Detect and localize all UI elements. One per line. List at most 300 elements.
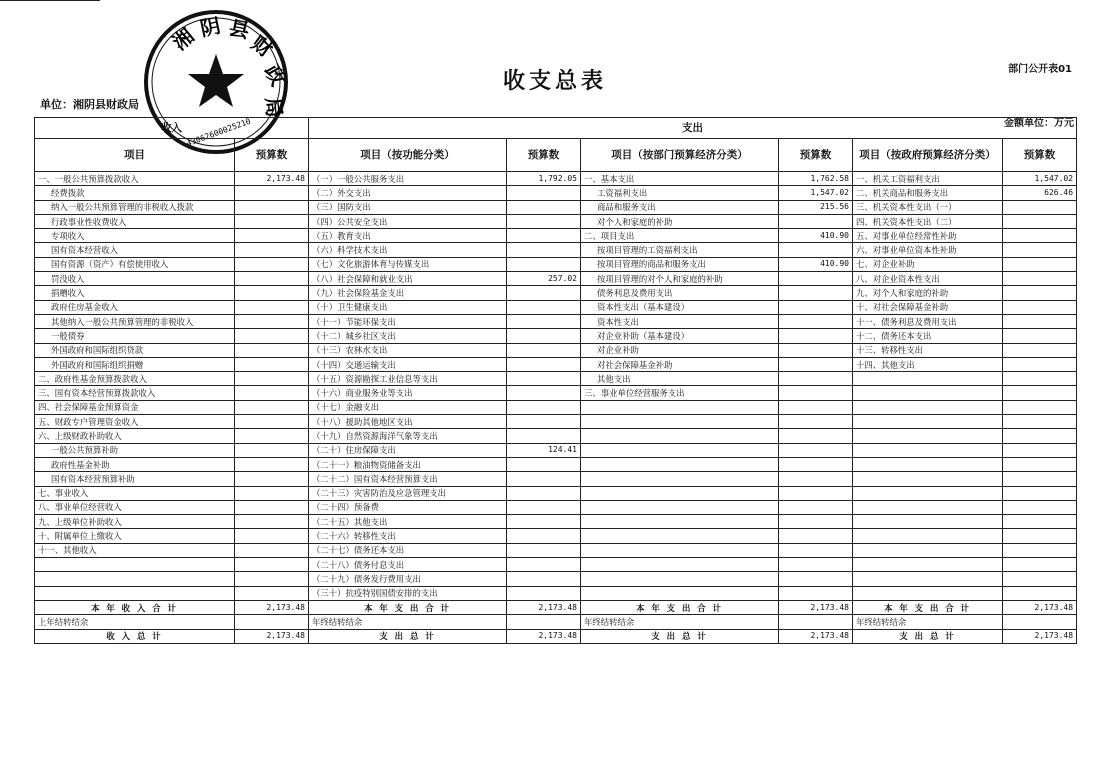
amount-cell xyxy=(235,500,309,514)
item-cell: 一、一般公共预算拨款收入 xyxy=(35,172,235,186)
item-cell: 本 年 支 出 合 计 xyxy=(309,600,507,614)
amount-cell xyxy=(779,515,853,529)
item-cell: 年终结转结余 xyxy=(581,615,779,629)
item-cell: 工资福利支出 xyxy=(581,186,779,200)
amount-cell xyxy=(1003,472,1077,486)
table-row xyxy=(35,486,1077,500)
form-code: 部门公开表01 xyxy=(1008,64,1072,75)
amount-cell xyxy=(235,486,309,500)
item-cell: 国有资本经营预算补助 xyxy=(35,472,235,486)
amount-cell xyxy=(507,257,581,271)
amount-cell xyxy=(779,286,853,300)
amount-cell xyxy=(235,443,309,457)
amount-cell xyxy=(235,372,309,386)
item-cell: 八、事业单位经营收入 xyxy=(35,500,235,514)
item-cell xyxy=(853,486,1003,500)
amount-cell: 1,547.02 xyxy=(1003,172,1077,186)
amount-cell xyxy=(507,286,581,300)
amount-cell xyxy=(779,415,853,429)
amount-cell xyxy=(235,272,309,286)
amount-cell: 1,762.58 xyxy=(779,172,853,186)
amount-cell: 1,547.02 xyxy=(779,186,853,200)
amount-cell xyxy=(779,329,853,343)
item-cell: 专项收入 xyxy=(35,229,235,243)
amount-cell: 124.41 xyxy=(507,443,581,457)
amount-cell: 2,173.48 xyxy=(779,629,853,643)
item-cell: 一、基本支出 xyxy=(581,172,779,186)
table-row xyxy=(35,186,1077,200)
amount-cell xyxy=(779,486,853,500)
column-header: 项目（按部门预算经济分类） xyxy=(581,139,779,172)
amount-cell xyxy=(1003,372,1077,386)
income-group-header: 收入 xyxy=(35,118,309,139)
amount-cell xyxy=(1003,200,1077,214)
amount-cell xyxy=(779,543,853,557)
item-cell: 对个人和家庭的补助 xyxy=(581,214,779,228)
amount-cell xyxy=(779,243,853,257)
amount-cell xyxy=(507,543,581,557)
amount-cell: 2,173.48 xyxy=(779,600,853,614)
amount-cell xyxy=(507,572,581,586)
item-cell xyxy=(581,443,779,457)
column-header: 项目（按政府预算经济分类） xyxy=(853,139,1003,172)
amount-cell xyxy=(1003,572,1077,586)
item-cell: （五）教育支出 xyxy=(309,229,507,243)
amount-cell xyxy=(779,386,853,400)
item-cell xyxy=(581,586,779,600)
column-header: 项目 xyxy=(35,139,235,172)
amount-cell xyxy=(507,472,581,486)
item-cell: （二十一）粮油物资储备支出 xyxy=(309,457,507,471)
item-cell: 上年结转结余 xyxy=(35,615,235,629)
item-cell xyxy=(853,472,1003,486)
item-cell: （十六）商业服务业等支出 xyxy=(309,386,507,400)
amount-cell xyxy=(507,486,581,500)
amount-cell xyxy=(1003,257,1077,271)
item-cell xyxy=(581,457,779,471)
item-cell: 本 年 收 入 合 计 xyxy=(35,600,235,614)
item-cell: 国有资源（资产）有偿使用收入 xyxy=(35,257,235,271)
amount-cell xyxy=(779,457,853,471)
amount-cell: 215.56 xyxy=(779,200,853,214)
table-row xyxy=(35,286,1077,300)
item-cell: （八）社会保障和就业支出 xyxy=(309,272,507,286)
item-cell: 对社会保障基金补助 xyxy=(581,357,779,371)
item-cell: （二十八）债务付息支出 xyxy=(309,558,507,572)
item-cell xyxy=(581,558,779,572)
table-row xyxy=(35,529,1077,543)
amount-cell xyxy=(1003,615,1077,629)
amount-cell xyxy=(779,558,853,572)
amount-cell xyxy=(779,372,853,386)
item-cell: （二十四）预备费 xyxy=(309,500,507,514)
item-cell xyxy=(853,558,1003,572)
item-cell xyxy=(853,400,1003,414)
item-cell: 四、社会保障基金预算资金 xyxy=(35,400,235,414)
amount-cell xyxy=(507,229,581,243)
amount-cell: 410.90 xyxy=(779,229,853,243)
amount-cell xyxy=(507,457,581,471)
amount-cell xyxy=(1003,415,1077,429)
item-cell: 三、机关资本性支出（一） xyxy=(853,200,1003,214)
item-cell xyxy=(853,372,1003,386)
item-cell xyxy=(581,529,779,543)
amount-cell xyxy=(1003,314,1077,328)
item-cell: （十一）节能环保支出 xyxy=(309,314,507,328)
amount-cell xyxy=(235,357,309,371)
total-row xyxy=(35,600,1077,614)
item-cell: 本 年 支 出 合 计 xyxy=(581,600,779,614)
svg-text:湘: 湘 xyxy=(167,23,199,55)
item-cell xyxy=(35,558,235,572)
amount-cell xyxy=(507,243,581,257)
item-cell: （十五）资源勘探工业信息等支出 xyxy=(309,372,507,386)
amount-cell xyxy=(1003,400,1077,414)
amount-cell xyxy=(235,529,309,543)
amount-cell xyxy=(507,558,581,572)
item-cell: （一）一般公共服务支出 xyxy=(309,172,507,186)
amount-cell xyxy=(507,429,581,443)
item-cell: 八、对企业资本性支出 xyxy=(853,272,1003,286)
amount-cell xyxy=(779,586,853,600)
item-cell: （十七）金融支出 xyxy=(309,400,507,414)
item-cell: 商品和服务支出 xyxy=(581,200,779,214)
amount-cell xyxy=(507,586,581,600)
amount-cell xyxy=(235,615,309,629)
item-cell xyxy=(853,529,1003,543)
item-cell xyxy=(581,543,779,557)
item-cell: （二十二）国有资本经营预算支出 xyxy=(309,472,507,486)
item-cell xyxy=(581,572,779,586)
item-cell: 资本性支出 xyxy=(581,314,779,328)
amount-cell xyxy=(235,314,309,328)
table-row xyxy=(35,243,1077,257)
amount-cell xyxy=(1003,386,1077,400)
table-row xyxy=(35,543,1077,557)
amount-cell xyxy=(1003,543,1077,557)
total-row xyxy=(35,615,1077,629)
item-cell: 九、对个人和家庭的补助 xyxy=(853,286,1003,300)
column-header: 项目（按功能分类） xyxy=(309,139,507,172)
item-cell xyxy=(581,500,779,514)
amount-cell xyxy=(235,472,309,486)
item-cell: 支 出 总 计 xyxy=(853,629,1003,643)
item-cell: 收 入 总 计 xyxy=(35,629,235,643)
amount-cell xyxy=(507,386,581,400)
amount-cell xyxy=(1003,586,1077,600)
item-cell: 二、项目支出 xyxy=(581,229,779,243)
item-cell xyxy=(853,443,1003,457)
amount-cell xyxy=(779,615,853,629)
item-cell: （二）外交支出 xyxy=(309,186,507,200)
amount-cell xyxy=(235,186,309,200)
amount-cell xyxy=(507,415,581,429)
column-header: 预算数 xyxy=(507,139,581,172)
amount-cell xyxy=(235,429,309,443)
item-cell: 十一、其他收入 xyxy=(35,543,235,557)
amount-cell xyxy=(235,543,309,557)
item-cell xyxy=(853,429,1003,443)
amount-cell xyxy=(235,586,309,600)
item-cell: 十、附属单位上缴收入 xyxy=(35,529,235,543)
item-cell: 七、对企业补助 xyxy=(853,257,1003,271)
item-cell: （二十九）债务发行费用支出 xyxy=(309,572,507,586)
amount-cell: 410.90 xyxy=(779,257,853,271)
amount-cell xyxy=(507,343,581,357)
amount-cell xyxy=(235,200,309,214)
item-cell: 经费拨款 xyxy=(35,186,235,200)
item-cell: 十一、债务利息及费用支出 xyxy=(853,314,1003,328)
amount-cell xyxy=(235,300,309,314)
item-cell: 政府住房基金收入 xyxy=(35,300,235,314)
item-cell: （二十）住房保障支出 xyxy=(309,443,507,457)
item-cell: 本 年 支 出 合 计 xyxy=(853,600,1003,614)
table-row xyxy=(35,314,1077,328)
table-row xyxy=(35,300,1077,314)
item-cell: 二、机关商品和服务支出 xyxy=(853,186,1003,200)
item-cell: 支 出 总 计 xyxy=(309,629,507,643)
amount-cell: 2,173.48 xyxy=(235,172,309,186)
table-row xyxy=(35,558,1077,572)
amount-cell: 2,173.48 xyxy=(1003,600,1077,614)
item-cell: （二十六）转移性支出 xyxy=(309,529,507,543)
amount-cell xyxy=(779,300,853,314)
amount-cell xyxy=(1003,357,1077,371)
table-row xyxy=(35,572,1077,586)
item-cell: 一般债券 xyxy=(35,329,235,343)
amount-cell xyxy=(507,500,581,514)
amount-cell xyxy=(1003,529,1077,543)
item-cell: 捐赠收入 xyxy=(35,286,235,300)
item-cell xyxy=(581,415,779,429)
amount-cell: 2,173.48 xyxy=(235,600,309,614)
item-cell: 九、上级单位补助收入 xyxy=(35,515,235,529)
amount-cell xyxy=(779,529,853,543)
svg-text:县: 县 xyxy=(226,15,252,44)
amount-cell xyxy=(1003,272,1077,286)
item-cell: （三）国防支出 xyxy=(309,200,507,214)
item-cell: 外国政府和国际组织捐赠 xyxy=(35,357,235,371)
amount-cell xyxy=(779,357,853,371)
table-row xyxy=(35,372,1077,386)
item-cell: 十三、转移性支出 xyxy=(853,343,1003,357)
svg-text:阴: 阴 xyxy=(198,13,223,41)
item-cell: 行政事业性收费收入 xyxy=(35,214,235,228)
amount-cell xyxy=(235,343,309,357)
page-title: 收支总表 xyxy=(502,68,607,94)
table-body xyxy=(35,172,1077,644)
amount-cell xyxy=(507,329,581,343)
amount-cell xyxy=(507,529,581,543)
table-row xyxy=(35,500,1077,514)
amount-cell xyxy=(779,443,853,457)
svg-text:财: 财 xyxy=(247,30,278,62)
item-cell: 七、事业收入 xyxy=(35,486,235,500)
item-cell xyxy=(581,515,779,529)
amount-cell xyxy=(235,243,309,257)
amount-cell xyxy=(1003,343,1077,357)
table-row xyxy=(35,386,1077,400)
amount-cell xyxy=(1003,558,1077,572)
item-cell: 按项目管理的对个人和家庭的补助 xyxy=(581,272,779,286)
amount-cell xyxy=(1003,243,1077,257)
item-cell: 外国政府和国际组织贷款 xyxy=(35,343,235,357)
amount-cell xyxy=(507,515,581,529)
amount-cell xyxy=(507,314,581,328)
item-cell: 按项目管理的工资福利支出 xyxy=(581,243,779,257)
table-row xyxy=(35,457,1077,471)
column-header: 预算数 xyxy=(1003,139,1077,172)
amount-cell xyxy=(235,257,309,271)
item-cell: 纳入一般公共预算管理的非税收入拨款 xyxy=(35,200,235,214)
amount-cell xyxy=(779,429,853,443)
amount-cell: 626.46 xyxy=(1003,186,1077,200)
item-cell: 资本性支出（基本建设） xyxy=(581,300,779,314)
table-row xyxy=(35,415,1077,429)
item-cell: （十四）交通运输支出 xyxy=(309,357,507,371)
item-cell xyxy=(853,586,1003,600)
amount-cell xyxy=(1003,229,1077,243)
amount-cell: 2,173.48 xyxy=(507,600,581,614)
amount-cell xyxy=(779,572,853,586)
item-cell xyxy=(581,486,779,500)
amount-cell xyxy=(507,200,581,214)
amount-cell xyxy=(235,415,309,429)
total-row xyxy=(35,629,1077,643)
item-cell: 年终结转结余 xyxy=(853,615,1003,629)
item-cell: 五、对事业单位经常性补助 xyxy=(853,229,1003,243)
item-cell: （二十三）灾害防治及应急管理支出 xyxy=(309,486,507,500)
item-cell xyxy=(35,572,235,586)
item-cell: 债务利息及费用支出 xyxy=(581,286,779,300)
item-cell: 其他支出 xyxy=(581,372,779,386)
item-cell: 一般公共预算补助 xyxy=(35,443,235,457)
table-row xyxy=(35,343,1077,357)
item-cell: 国有资本经营收入 xyxy=(35,243,235,257)
table-row xyxy=(35,172,1077,186)
item-cell: 支 出 总 计 xyxy=(581,629,779,643)
amount-cell xyxy=(1003,457,1077,471)
item-cell: 一、机关工资福利支出 xyxy=(853,172,1003,186)
item-cell: （十三）农林水支出 xyxy=(309,343,507,357)
item-cell: 三、事业单位经营服务支出 xyxy=(581,386,779,400)
item-cell: （七）文化旅游体育与传媒支出 xyxy=(309,257,507,271)
amount-cell: 257.02 xyxy=(507,272,581,286)
amount-cell xyxy=(235,214,309,228)
amount-cell: 2,173.48 xyxy=(1003,629,1077,643)
item-cell: 十、对社会保障基金补助 xyxy=(853,300,1003,314)
item-cell: （二十五）其他支出 xyxy=(309,515,507,529)
item-cell: （二十七）债务还本支出 xyxy=(309,543,507,557)
item-cell: 三、国有资本经营预算拨款收入 xyxy=(35,386,235,400)
unit-label: 单位：湘阴县财政局 xyxy=(40,98,139,111)
amount-cell xyxy=(1003,429,1077,443)
item-cell: 对企业补助 xyxy=(581,343,779,357)
item-cell: 对企业补助（基本建设） xyxy=(581,329,779,343)
amount-cell xyxy=(507,372,581,386)
amount-cell xyxy=(1003,515,1077,529)
table-row xyxy=(35,229,1077,243)
item-cell: （三十）抗疫特别国债安排的支出 xyxy=(309,586,507,600)
table-row xyxy=(35,443,1077,457)
amount-cell xyxy=(507,400,581,414)
item-cell: 十二、债务还本支出 xyxy=(853,329,1003,343)
amount-cell xyxy=(235,386,309,400)
item-cell xyxy=(853,543,1003,557)
amount-cell xyxy=(779,472,853,486)
item-cell: 十四、其他支出 xyxy=(853,357,1003,371)
amount-cell xyxy=(779,214,853,228)
amount-cell xyxy=(507,615,581,629)
amount-cell xyxy=(1003,286,1077,300)
item-cell xyxy=(581,472,779,486)
table-row xyxy=(35,357,1077,371)
amount-cell xyxy=(1003,486,1077,500)
item-cell xyxy=(853,415,1003,429)
table-row xyxy=(35,200,1077,214)
amount-cell xyxy=(779,400,853,414)
amount-cell xyxy=(1003,329,1077,343)
table-row xyxy=(35,214,1077,228)
item-cell: （四）公共安全支出 xyxy=(309,214,507,228)
amount-cell xyxy=(779,343,853,357)
amount-cell xyxy=(235,457,309,471)
table-row xyxy=(35,586,1077,600)
amount-cell xyxy=(1003,300,1077,314)
item-cell: 按项目管理的商品和服务支出 xyxy=(581,257,779,271)
item-cell: 政府性基金补助 xyxy=(35,457,235,471)
amount-cell: 2,173.48 xyxy=(235,629,309,643)
amount-cell xyxy=(1003,214,1077,228)
expense-group-header: 支出 xyxy=(309,118,1077,139)
table-row xyxy=(35,515,1077,529)
amount-cell xyxy=(1003,500,1077,514)
item-cell: （六）科学技术支出 xyxy=(309,243,507,257)
item-cell: （十九）自然资源海洋气象等支出 xyxy=(309,429,507,443)
item-cell xyxy=(853,515,1003,529)
amount-cell xyxy=(779,500,853,514)
item-cell: 二、政府性基金预算拨款收入 xyxy=(35,372,235,386)
table-row xyxy=(35,329,1077,343)
column-header-row xyxy=(35,139,1077,172)
item-cell: （九）社会保险基金支出 xyxy=(309,286,507,300)
item-cell: （十二）城乡社区支出 xyxy=(309,329,507,343)
amount-cell xyxy=(235,329,309,343)
item-cell xyxy=(853,572,1003,586)
svg-text:政: 政 xyxy=(259,60,291,90)
item-cell: （十）卫生健康支出 xyxy=(309,300,507,314)
item-cell: 六、上级财政补助收入 xyxy=(35,429,235,443)
amount-cell xyxy=(235,572,309,586)
amount-cell: 2,173.48 xyxy=(507,629,581,643)
budget-summary-table xyxy=(34,117,1076,644)
item-cell xyxy=(853,457,1003,471)
amount-cell xyxy=(507,186,581,200)
amount-unit-label: 金额单位：万元 xyxy=(1004,118,1074,129)
item-cell xyxy=(35,586,235,600)
column-header: 预算数 xyxy=(235,139,309,172)
table-row xyxy=(35,257,1077,271)
svg-text:43062600025210: 43062600025210 xyxy=(185,116,252,149)
item-cell: 罚没收入 xyxy=(35,272,235,286)
amount-cell xyxy=(507,357,581,371)
amount-cell xyxy=(235,286,309,300)
amount-cell xyxy=(507,300,581,314)
item-cell: 六、对事业单位资本性补助 xyxy=(853,243,1003,257)
item-cell: 五、财政专户管理资金收入 xyxy=(35,415,235,429)
amount-cell xyxy=(235,229,309,243)
amount-cell xyxy=(507,214,581,228)
